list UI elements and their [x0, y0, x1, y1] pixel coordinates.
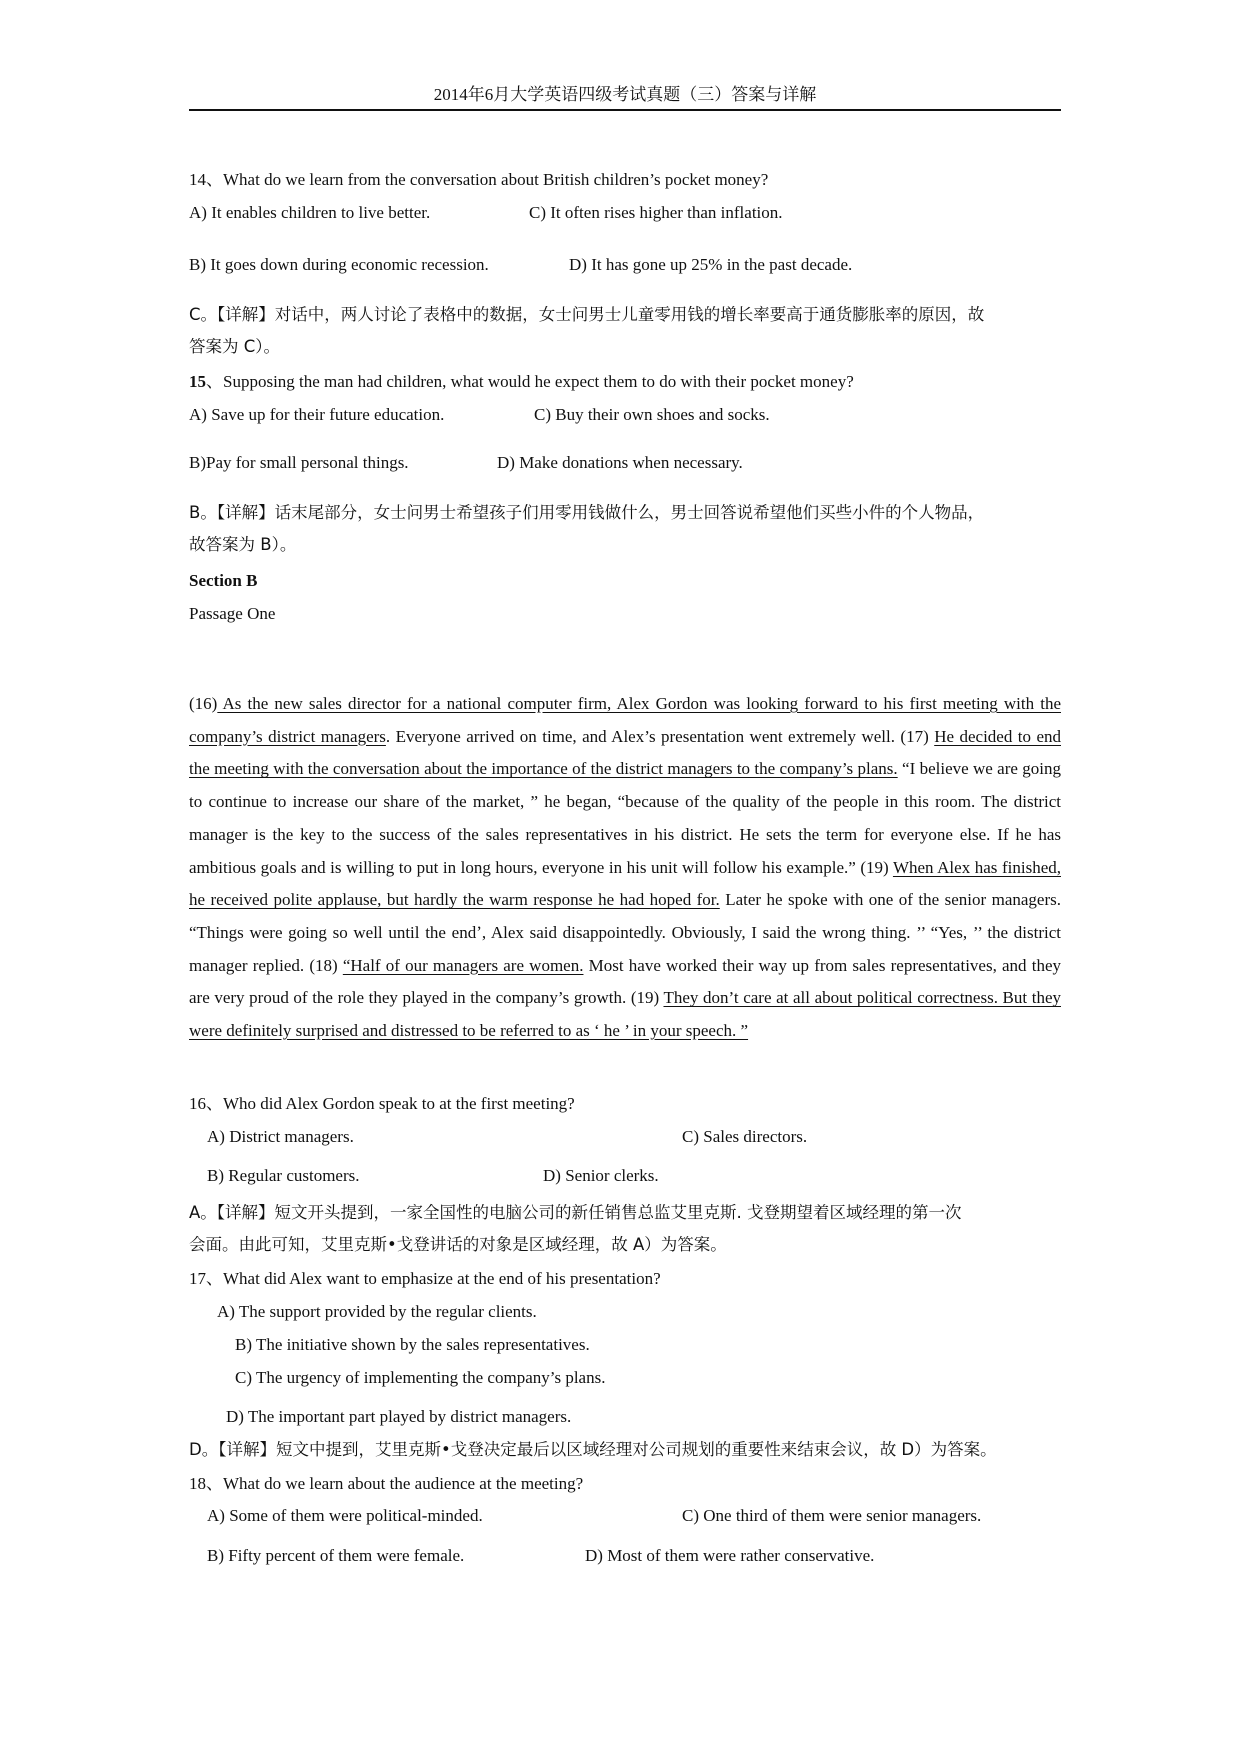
passage-underline-17: He decided to end the meeting with the conversation about the importance of the district managers to the company’s plans.	[189, 726, 1061, 779]
q15-answer-line2: 故答案为 B）。	[189, 535, 297, 554]
q18-option-b: B) Fifty percent of them were female.	[207, 1546, 465, 1565]
q15-option-b: B)Pay for small personal things.	[189, 453, 409, 472]
q14-question: 14、What do we learn from the conversation about British children’s pocket money?	[189, 170, 769, 189]
passage-part: (16)	[189, 694, 218, 713]
q16-option-c: C) Sales directors.	[682, 1127, 808, 1146]
q17-answer-line1: D。【详解】短文中提到，艾里克斯•戈登决定最后以区域经理对公司规划的重要性来结束会议，故 D）为答案。	[189, 1440, 997, 1459]
page-header-area	[189, 84, 1061, 111]
q18-option-c: C) One third of them were senior managers.	[682, 1506, 982, 1525]
q14-answer-line1: C。【详解】对话中，两人讨论了表格中的数据，女士问男士儿童零用钱的增长率要高于通货膨胀率的原因，故	[189, 305, 985, 324]
section-title: Section B	[189, 571, 258, 590]
q16-option-d: D) Senior clerks.	[543, 1166, 659, 1185]
passage-part: Most have worked their way up from sales representatives, and they are very proud of the role they played in the company’s growth. (19)	[189, 955, 1062, 1008]
q15-option-c: C) Buy their own shoes and socks.	[534, 405, 770, 424]
q15-option-d: D) Make donations when necessary.	[497, 453, 743, 472]
q17-option-c: C) The urgency of implementing the company’s plans.	[235, 1368, 606, 1387]
passage-part: “I believe we are going to continue to increase our share of the market, ” he began, “because of the quality of the people in this room. The district manager is the key to the success of the sales representatives in his district. He sets the term for everyone else. If he has ambitious goals and is willing to put in long hours, everyone in his unit will follow his example.” (19)	[189, 759, 1061, 877]
q16-answer-line2: 会面。由此可知，艾里克斯•戈登讲话的对象是区域经理，故 A）为答案。	[189, 1235, 727, 1254]
q14-option-a: A) It enables children to live better.	[189, 203, 431, 222]
q17-option-d: D) The important part played by district managers.	[226, 1407, 572, 1426]
q16-option-b: B) Regular customers.	[207, 1166, 360, 1185]
q14-option-d: D) It has gone up 25% in the past decade.	[569, 255, 853, 274]
passage-text	[189, 688, 1061, 1048]
q16-answer-line1: A。【详解】短文开头提到，一家全国性的电脑公司的新任销售总监艾里克斯. 戈登期望着区域经理的第一次	[189, 1203, 962, 1222]
q17-option-a: A) The support provided by the regular clients.	[217, 1302, 537, 1321]
passage-underline-18: “Half of our managers are women.	[342, 955, 584, 975]
passage-part: Later he spoke with one of the senior managers. “Things were going so well until the endʼ, Alex said disappointedly. Obviously, I said the wrong thing. ’’ “Yes, ’’ the district manager replied. (18)	[189, 890, 1061, 975]
q15-number: 15	[189, 372, 206, 391]
passage-underline-19a: When Alex has finished, he received polite applause, but hardly the warm response he had hoped for.	[189, 857, 1061, 910]
q17-question: 17、What did Alex want to emphasize at the end of his presentation?	[189, 1269, 661, 1288]
q15-question: 、Supposing the man had children, what would he expect them to do with their pocket money?	[206, 372, 854, 391]
passage-underline-19b: They don’t care at all about political correctness. But they were definitely surprised and distressed to be referred to as ‘ he ’ in your speech. ”	[189, 988, 1061, 1041]
q14-option-c: C) It often rises higher than inflation.	[529, 203, 783, 222]
q14-option-b: B) It goes down during economic recession.	[189, 255, 489, 274]
q15-option-a: A) Save up for their future education.	[189, 405, 445, 424]
passage-part: . Everyone arrived on time, and Alex’s presentation went extremely well. (17)	[385, 726, 935, 746]
q14-answer-line2: 答案为 C）。	[189, 337, 281, 356]
q18-option-a: A) Some of them were political-minded.	[207, 1506, 483, 1525]
q17-option-b: B) The initiative shown by the sales representatives.	[235, 1335, 590, 1354]
section-subtitle: Passage One	[189, 604, 276, 623]
q16-question: 16、Who did Alex Gordon speak to at the first meeting?	[189, 1094, 575, 1113]
passage-underline-16: As the new sales director for a national computer firm, Alex Gordon was looking forward to his first meeting with the company’s district managers	[189, 694, 1061, 746]
q18-option-d: D) Most of them were rather conservative.	[585, 1546, 875, 1565]
page-header: 2014年6月大学英语四级考试真题（三）答案与详解	[189, 84, 1061, 111]
q16-option-a: A) District managers.	[207, 1127, 354, 1146]
q18-question: 18、What do we learn about the audience at the meeting?	[189, 1474, 584, 1493]
q15-question-row	[189, 369, 854, 394]
q15-answer-line1: B。【详解】话末尾部分，女士问男士希望孩子们用零用钱做什么，男士回答说希望他们买些小件的个人物品，	[189, 503, 985, 522]
